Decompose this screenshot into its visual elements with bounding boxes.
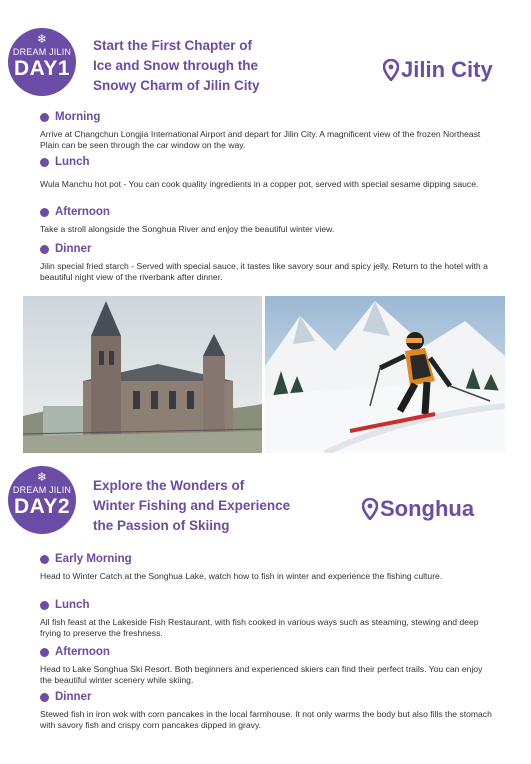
section-title: Morning	[55, 111, 101, 123]
section-body: Stewed fish in iron wok with corn pancakes in the local farmhouse. It not only warms the body but also fills the stomach with savory fish and crispy corn pancakes dipped in gravy.	[40, 709, 492, 730]
section-title: Afternoon	[55, 206, 110, 218]
day1-section-lunch	[40, 155, 492, 190]
section-body: Arrive at Changchun Longjia International Airport and depart for Jilin City. A magnificent view of the frozen Northeast Plain can be seen through the car window on the way.	[40, 129, 481, 150]
bullet-dot-icon	[40, 601, 49, 610]
snowflake-icon: ❄	[36, 470, 48, 484]
day1-city-name: Jilin City	[401, 57, 493, 82]
day1-badge-subtitle: DREAM JILIN	[12, 47, 72, 57]
day1-badge	[8, 28, 76, 96]
section-body: All fish feast at the Lakeside Fish Restaurant, with fish cooked in various ways such as steaming, stewing and deep frying to preserve the freshness.	[40, 617, 479, 638]
section-body: Take a stroll alongside the Songhua River and enjoy the beautiful winter view.	[40, 224, 335, 234]
day2-section-afternoon	[40, 645, 492, 685]
day2-header	[0, 466, 531, 546]
section-title: Lunch	[55, 599, 90, 611]
day1-city	[383, 57, 493, 83]
bullet-dot-icon	[40, 693, 49, 702]
section-body: Head to Winter Catch at the Songhua Lake, watch how to fish in winter and experience the fishing culture.	[40, 571, 443, 581]
day2-badge-subtitle: DREAM JILIN	[12, 485, 72, 495]
day2-city	[362, 496, 474, 522]
bullet-dot-icon	[40, 113, 49, 122]
day2-badge	[8, 466, 76, 534]
day1-headline: Start the First Chapter of Ice and Snow through the Snowy Charm of Jilin City	[93, 38, 260, 93]
section-title: Dinner	[55, 691, 92, 703]
day1-section-dinner	[40, 242, 492, 282]
church-photo	[23, 296, 262, 453]
location-pin-icon	[383, 59, 399, 81]
bullet-dot-icon	[40, 555, 49, 564]
day2-section-dinner	[40, 690, 492, 730]
skier-photo	[265, 296, 505, 453]
section-title: Lunch	[55, 156, 90, 168]
section-body: Jilin special fried starch - Served with special sauce, it tastes like savory sour and spicy jelly. Return to the hotel with a beautiful night view of the riverbank after dinner.	[40, 261, 488, 282]
day2-section-early-morning	[40, 552, 492, 582]
day1-section-afternoon	[40, 205, 492, 235]
day1-header	[0, 28, 531, 108]
section-body: Head to Lake Songhua Ski Resort. Both beginners and experienced skiers can find their perfect trails. You can enjoy the beautiful winter scenery while skiing.	[40, 664, 483, 685]
section-body: Wula Manchu hot pot - You can cook quality ingredients in a copper pot, served with special sesame dipping sauce.	[40, 179, 479, 189]
bullet-dot-icon	[40, 648, 49, 657]
day2-section-lunch	[40, 598, 492, 638]
section-title: Early Morning	[55, 553, 132, 565]
snowflake-icon: ❄	[36, 32, 48, 46]
section-title: Dinner	[55, 243, 92, 255]
day2-badge-day: DAY2	[13, 495, 71, 518]
bullet-dot-icon	[40, 208, 49, 217]
day2-headline: Explore the Wonders of Winter Fishing and Experience the Passion of Skiing	[93, 478, 291, 533]
location-pin-icon	[362, 498, 378, 520]
day2-city-name: Songhua	[380, 496, 475, 521]
day1-section-morning	[40, 110, 492, 150]
bullet-dot-icon	[40, 158, 49, 167]
bullet-dot-icon	[40, 245, 49, 254]
day1-badge-day: DAY1	[13, 57, 71, 80]
section-title: Afternoon	[55, 646, 110, 658]
